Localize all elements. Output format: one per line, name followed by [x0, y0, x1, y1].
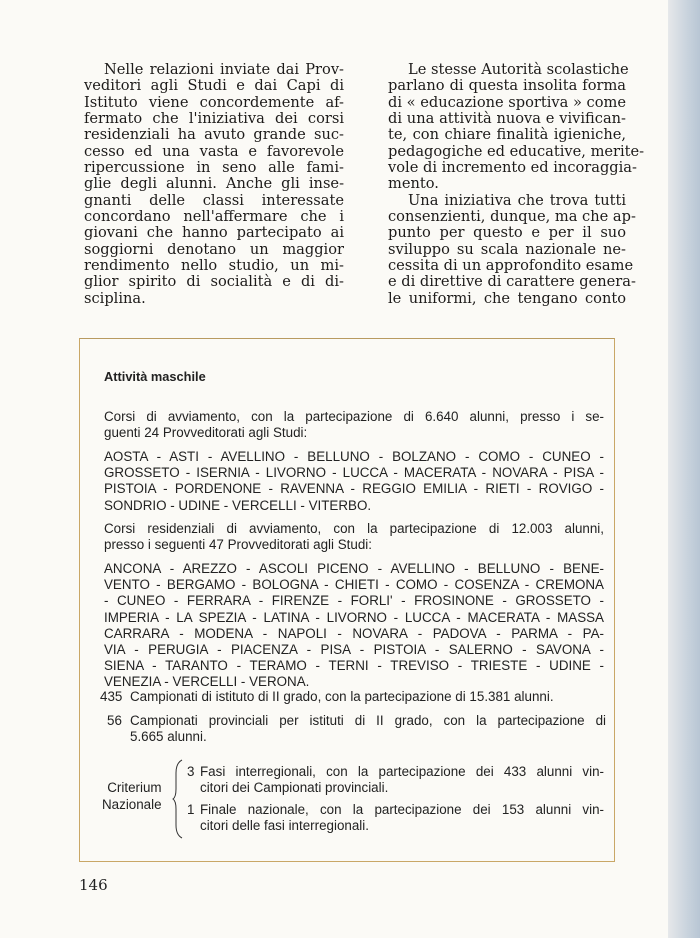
statistics-box	[79, 338, 615, 862]
item-num-56: 56	[107, 713, 122, 728]
text-line: Corsi di avviamento, con la partecipazione di 6.640 alunni, presso i se-	[104, 409, 604, 424]
text-line: rendimento nello studio, un mi-	[84, 257, 344, 275]
text-line: AOSTA - ASTI - AVELLINO - BELLUNO - BOLZANO - COMO - CUNEO -	[104, 449, 604, 464]
text-line: veditori agli Studi e dai Capi di	[84, 77, 344, 95]
left-text-column	[84, 62, 344, 307]
criterium-label-line2: Nazionale	[102, 797, 162, 812]
text-line: parlano di questa insolita forma	[388, 77, 626, 95]
text-line: VENEZIA - VERCELLI - VERONA.	[104, 674, 310, 690]
text-line: vole di incremento ed incoraggia-	[388, 159, 637, 177]
text-line: Una iniziativa che trova tutti	[408, 191, 626, 209]
text-line: 5.665 alunni.	[130, 729, 207, 745]
text-line: Fasi interregionali, con la partecipazione dei 433 alunni vin-	[200, 764, 604, 779]
text-line: sviluppo su scala nazionale ne-	[388, 240, 626, 258]
text-line: Nelle relazioni inviate dai Prov-	[104, 61, 344, 78]
text-line: GROSSETO - ISERNIA - LIVORNO - LUCCA - MACERATA - NOVARA - PISA -	[104, 465, 604, 481]
text-line: Campionati di istituto di II grado, con la partecipazione di 15.381 alunni.	[130, 689, 554, 704]
page-edge-shadow	[668, 0, 700, 938]
text-line: VIA - PERUGIA - PIACENZA - PISA - PISTOIA - SALERNO - SAVONA -	[104, 642, 604, 658]
text-line: pedagogiche ed educative, merite-	[388, 142, 645, 160]
text-line: soggiorni denotano un maggior	[84, 240, 344, 258]
brace-icon	[172, 759, 186, 839]
text-line: cessita di un approfondito esame	[388, 257, 634, 275]
item-finale-nazionale	[200, 802, 604, 834]
paragraph-corsi-residenziali	[104, 521, 604, 553]
box-title: Attività maschile	[104, 369, 206, 384]
text-line: presso i seguenti 47 Provveditorati agli Studi:	[104, 537, 372, 553]
text-line: giovani che hanno partecipato ai	[84, 224, 344, 242]
item-num-3: 3	[187, 764, 195, 779]
item-num-1: 1	[187, 802, 195, 817]
text-line: - CUNEO - FERRARA - FIRENZE - FORLI' - FROSINONE - GROSSETO -	[104, 593, 604, 609]
text-line: di una attività nuova e vivifican-	[388, 110, 626, 128]
text-line: fermato che l'iniziativa dei corsi	[84, 110, 344, 128]
right-text-column	[388, 61, 645, 307]
text-line: Istituto viene concordemente af-	[84, 93, 344, 111]
text-line: di « educazione sportiva » come	[388, 93, 626, 111]
text-line: Finale nazionale, con la partecipazione dei 153 alunni vin-	[200, 802, 604, 817]
text-line: guenti 24 Provveditorati agli Studi:	[104, 425, 308, 441]
criterium-label	[102, 779, 162, 813]
text-line: sciplina.	[84, 289, 146, 307]
text-line: VENTO - BERGAMO - BOLOGNA - CHIETI - COMO - COSENZA - CREMONA	[104, 577, 604, 593]
item-campionati-istituto	[130, 689, 606, 705]
text-line: SIENA - TARANTO - TERAMO - TERNI - TREVISO - TRIESTE - UDINE -	[104, 658, 604, 674]
text-line: cesso ed una vasta e favorevole	[84, 142, 344, 160]
text-line: te, con chiare finalità igieniche,	[388, 126, 626, 144]
item-fasi-interregionali	[200, 764, 604, 796]
text-line: PISTOIA - PORDENONE - RAVENNA - REGGIO EMILIA - RIETI - ROVIGO -	[104, 481, 604, 497]
text-line: gnanti delle classi interessate	[84, 191, 344, 209]
text-line: ripercussione in seno alle fami-	[84, 159, 344, 177]
text-line: concordano nell'affermare che i	[84, 208, 344, 226]
paragraph-corsi-avviamento	[104, 409, 604, 441]
text-line: residenziali ha avuto grande suc-	[84, 126, 344, 144]
text-line: citori delle fasi interregionali.	[200, 818, 369, 834]
text-line: glior spirito di socialità e di di-	[84, 273, 344, 291]
text-line: Corsi residenziali di avviamento, con la partecipazione di 12.003 alunni,	[104, 521, 604, 536]
text-line: Le stesse Autorità scolastiche	[408, 61, 629, 78]
text-line: SONDRIO - UDINE - VERCELLI - VITERBO.	[104, 497, 372, 513]
text-line: Campionati provinciali per istituti di II grado, con la partecipazione di	[130, 713, 606, 728]
page-number: 146	[79, 876, 108, 894]
text-line: consenzienti, dunque, ma che ap-	[388, 208, 636, 226]
item-num-435: 435	[100, 689, 123, 704]
text-line: IMPERIA - LA SPEZIA - LATINA - LIVORNO - LUCCA - MACERATA - MASSA	[104, 609, 604, 625]
criterium-label-line1: Criterium	[107, 780, 162, 795]
list-provveditorati-47	[104, 561, 604, 691]
text-line: mento.	[388, 175, 439, 193]
text-line: e di direttive di carattere genera-	[388, 273, 636, 291]
text-line: punto per questo e per il suo	[388, 224, 626, 242]
text-line: glie degli alunni. Anche gli inse-	[84, 175, 344, 193]
text-line: le uniformi, che tengano conto	[388, 289, 626, 307]
text-line: citori dei Campionati provinciali.	[200, 780, 389, 796]
text-line: CARRARA - MODENA - NAPOLI - NOVARA - PADOVA - PARMA - PA-	[104, 625, 604, 641]
item-campionati-provinciali	[130, 713, 606, 745]
text-line: ANCONA - AREZZO - ASCOLI PICENO - AVELLINO - BELLUNO - BENE-	[104, 561, 604, 576]
list-provveditorati-24	[104, 449, 604, 514]
